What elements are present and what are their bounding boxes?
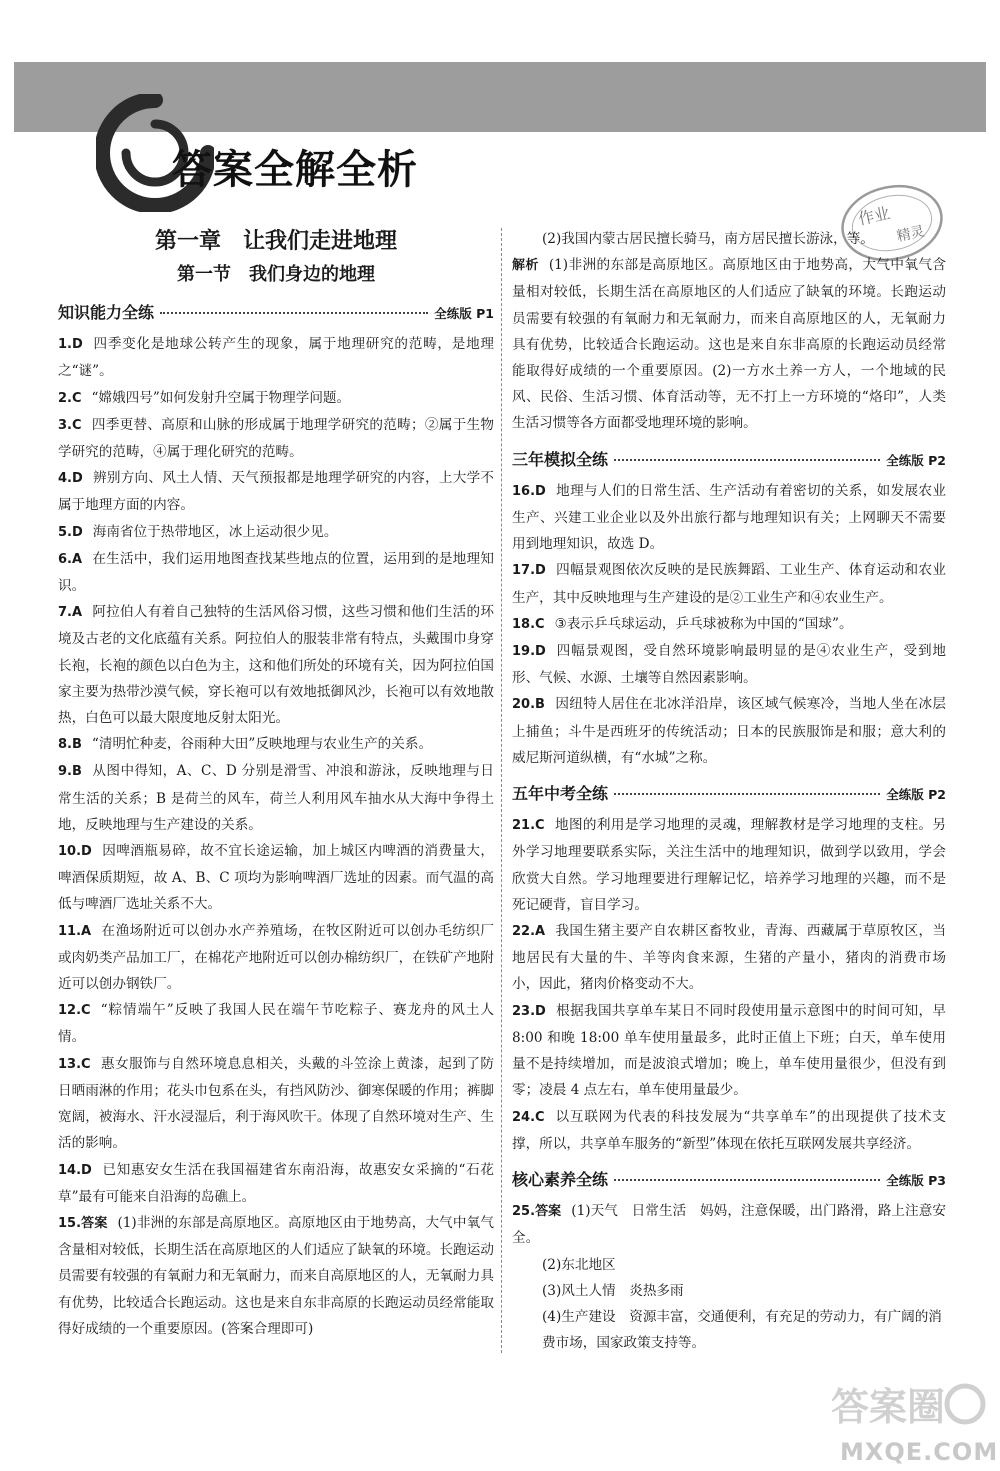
answer-list-left bbox=[58, 331, 494, 1342]
answer-number: 24.C bbox=[512, 1109, 545, 1125]
answer-item bbox=[512, 1198, 946, 1251]
answer-item bbox=[58, 997, 494, 1050]
answer-text: 根据我国共享单车某日不同时段使用量示意图中的时间可知，早 8:00 和晚 18:00 单车使用量最多，此时正值上下班；白天，单车使用量不是持续增加，而是波浪式增加；晚上，单车使用量很少，但没有到零；凌晨 4 点左右，单车使用量最少。 bbox=[512, 1002, 946, 1099]
answer-text: 因纽特人居住在北冰洋沿岸，该区域气候寒冷，当地人坐在冰层上捕鱼；斗牛是西班牙的传统活动；日本的民族服饰是和服；意大利的威尼斯河道纵横，有“水城”之称。 bbox=[512, 696, 946, 766]
section-header-title: 三年模拟全练 bbox=[512, 449, 609, 469]
answer-item bbox=[58, 599, 494, 731]
answer-item bbox=[512, 998, 946, 1104]
answer-text: 因啤酒瓶易碎，故不宜长途运输，加上城区内啤酒的消费量大，啤酒保质期短，故 A、B、C 项均为影响啤酒厂选址的因素。而气温的高低与啤酒厂选址关系不大。 bbox=[58, 843, 494, 913]
section-title: 第一节 我们身边的地理 bbox=[177, 264, 375, 285]
dotted-leader bbox=[614, 793, 880, 795]
answer-number: 2.C bbox=[58, 390, 82, 406]
chapter-title: 第一章 让我们走进地理 bbox=[154, 229, 397, 254]
dotted-leader bbox=[614, 459, 880, 461]
stamp-line-2: 精灵 bbox=[895, 223, 927, 246]
answer-text: 阿拉伯人有着自己独特的生活风俗习惯，这些习惯和他们生活的环境及古老的文化底蕴有关系。阿拉伯人的服装非常有特点，头戴围巾身穿长袍，长袍的颜色以白色为主，这和他们所处的环境有关，因为阿拉伯国家主要为热带沙漠气候，穿长袍可以有效地抵御风沙，长袍可以有效地散热，白色可以最大限度地反射太阳光。 bbox=[58, 604, 494, 727]
analysis-label: 解析 bbox=[512, 258, 539, 274]
answer-number: 18.C bbox=[512, 616, 545, 632]
answer-number: 16.D bbox=[512, 483, 546, 499]
answer-item bbox=[512, 918, 946, 998]
section-header-knowledge bbox=[58, 300, 494, 327]
answer-number: 13.C bbox=[58, 1056, 91, 1072]
answer-sections-right bbox=[512, 437, 946, 1357]
answer-number: 4.D bbox=[58, 471, 83, 487]
answer-text: ③表示乒乓球运动，乒乓球被称为中国的“国球”。 bbox=[554, 615, 853, 632]
right-column bbox=[512, 226, 946, 1356]
answer-number: 1.D bbox=[58, 337, 83, 353]
answer-number: 19.D bbox=[512, 644, 546, 660]
answer-number: 15.答案 bbox=[58, 1215, 108, 1231]
answer-item bbox=[58, 838, 494, 918]
answer-item bbox=[58, 465, 494, 518]
analysis-paragraph bbox=[512, 252, 946, 436]
answer-item bbox=[58, 412, 494, 465]
answer-number: 25.答案 bbox=[512, 1204, 562, 1220]
answer-text: “清明忙种麦，谷雨种大田”反映地理与农业生产的关系。 bbox=[91, 736, 433, 753]
answer-text: “粽情端午”反映了我国人民在端午节吃粽子、赛龙舟的风土人情。 bbox=[58, 1002, 494, 1046]
answer-number: 10.D bbox=[58, 844, 92, 860]
answer-item bbox=[58, 731, 494, 758]
dotted-leader bbox=[614, 1179, 880, 1181]
answer-item bbox=[58, 546, 494, 599]
sub-answer: (2)东北地区 bbox=[542, 1256, 616, 1273]
answer-text: 四季更替、高原和山脉的形成属于地理学研究的范畴；②属于生物学研究的范畴，④属于理化研究的范畴。 bbox=[58, 416, 494, 461]
answer-text: 四幅景观图，受自然环境影响最明显的是④农业生产，受到地形、气候、水源、土壤等自然因素影响。 bbox=[512, 643, 946, 687]
answer-number: 23.D bbox=[512, 1003, 546, 1019]
answer-item bbox=[512, 812, 946, 918]
answer-item bbox=[58, 331, 494, 384]
answer-text: 辨别方向、风土人情、天气预报都是地理学研究的内容，上大学不属于地理方面的内容。 bbox=[58, 470, 494, 514]
left-column bbox=[58, 228, 494, 1342]
answer-item bbox=[58, 918, 494, 998]
answer-text: 在渔场附近可以创办水产养殖场，在牧区附近可以创办毛纺织厂或肉奶类产品加工厂，在棉花产地附近可以创办棉纺织厂，在铁矿产地附近可以创办钢铁厂。 bbox=[58, 922, 494, 993]
answer-number: 9.B bbox=[58, 764, 82, 780]
section-header-title: 五年中考全练 bbox=[512, 784, 609, 804]
answer-item bbox=[58, 1051, 494, 1157]
section-header-page: 全练版 P3 bbox=[886, 1172, 946, 1188]
answer-text: 我国生猪主要产自农耕区畜牧业，青海、西藏属于草原牧区，当地居民有大量的牛、羊等肉食来源，生猪的产量小，猪肉的消费市场小，因此，猪肉价格变动不大。 bbox=[512, 923, 946, 993]
analysis-text: (1)非洲的东部是高原地区。高原地区由于地势高，大气中氧气含量相对较低，长期生活在高原地区的人们适应了缺氧的环境。长跑运动员需要有较强的有氧耐力和无氧耐力，而来自高原地区的人，无氧耐力具有优势，比较适合长跑运动。这也是来自东非高原的长跑运动员经常能取得好成绩的一个重要原因。(2)一方水土养一方人，一个地域的民风、民俗、生活习惯、体育活动等，无不打上一方环境的“烙印”，人类生活习惯等各方面都受地理环境的影响。 bbox=[512, 257, 946, 432]
section-header bbox=[512, 447, 946, 474]
logo-text: 答案圈 bbox=[831, 1385, 946, 1429]
answer-number: 20.B bbox=[512, 697, 545, 713]
site-watermark: MXQE.COM bbox=[840, 1438, 999, 1466]
answer-item bbox=[512, 638, 946, 691]
answer-number: 7.A bbox=[58, 605, 83, 621]
answer-number: 6.A bbox=[58, 551, 83, 567]
section-header-title: 知识能力全练 bbox=[58, 303, 155, 322]
dotted-leader bbox=[160, 312, 428, 314]
answer-text: 四季变化是地球公转产生的现象，属于地理研究的范畴，是地理之“谜”。 bbox=[58, 336, 494, 380]
answer-text: 在生活中，我们运用地图查找某些地点的位置，运用到的是地理知识。 bbox=[58, 550, 494, 595]
page-title: 答案全解全析 bbox=[172, 147, 418, 193]
answer-item bbox=[58, 385, 494, 412]
section-header-title: 核心素养全练 bbox=[512, 1169, 609, 1189]
answer-text: “嫦娥四号”如何发射升空属于物理学问题。 bbox=[91, 389, 351, 406]
answer-number: 21.C bbox=[512, 818, 545, 834]
answer-item bbox=[512, 611, 946, 638]
answer-text: 从图中得知，A、C、D 分别是滑雪、冲浪和游泳，反映地理与日常生活的关系；B 是荷兰的风车，荷兰人利用风车抽水从大海中争得土地，反映地理与生产建设的关系。 bbox=[58, 763, 494, 833]
answer-text: 惠女服饰与自然环境息息相关，头戴的斗笠涂上黄漆，起到了防日晒雨淋的作用；花头巾包系在头，有挡风防沙、御寒保暖的作用；裤脚宽阔，被海水、汗水浸湿后，利于海风吹干。体现了自然环境对生产、生活的影响。 bbox=[58, 1055, 494, 1152]
answer-item bbox=[58, 519, 494, 546]
answer-number: 5.D bbox=[58, 524, 83, 540]
answer-number: 14.D bbox=[58, 1162, 92, 1178]
column-divider bbox=[501, 228, 502, 1353]
sub-answer: (4)生产建设 资源丰富，交通便利，有充足的劳动力，有广阔的消费市场，国家政策支持等。 bbox=[542, 1308, 942, 1352]
stamp-line-1: 作业 bbox=[856, 203, 892, 229]
answer-number: 8.B bbox=[58, 737, 82, 753]
answer-text: (1)天气 日常生活 妈妈，注意保暖，出门路滑，路上注意安全。 bbox=[512, 1203, 946, 1247]
section-header bbox=[512, 1167, 946, 1194]
answer-number: 12.C bbox=[58, 1003, 91, 1019]
answer-item bbox=[58, 758, 494, 838]
answer-number: 3.C bbox=[58, 417, 82, 433]
answer-number: 11.A bbox=[58, 923, 92, 939]
section-header bbox=[512, 781, 946, 808]
answer-item bbox=[58, 1157, 494, 1210]
answer-text: 以互联网为代表的科技发展为“共享单车”的出现提供了技术支撑，所以，共享单车服务的“新型”体现在依托互联网发展共享经济。 bbox=[512, 1108, 946, 1152]
answer-item bbox=[512, 478, 946, 558]
section-header-page: 全练版 P2 bbox=[886, 787, 946, 803]
answer-item bbox=[512, 691, 946, 771]
answer-continuation: (2)我国内蒙古居民擅长骑马，南方居民擅长游泳，等。 bbox=[542, 231, 874, 247]
section-header-page: 全练版 P2 bbox=[886, 452, 946, 468]
answer-text: 已知惠安女生活在我国福建省东南沿海，故惠安女采摘的“石花草”最有可能来自沿海的岛礁上。 bbox=[58, 1161, 494, 1205]
answer-text: 地图的利用是学习地理的灵魂，理解教材是学习地理的支柱。另外学习地理要联系实际，关注生活中的地理知识，做到学以致用，学会欣赏大自然。学习地理要进行理解记忆，培养学习地理的兴趣，而不是死记硬背，盲目学习。 bbox=[512, 817, 946, 913]
answer-text: 海南省位于热带地区，冰上运动很少见。 bbox=[92, 523, 338, 540]
answer-text: (1)非洲的东部是高原地区。高原地区由于地势高，大气中氧气含量相对较低，长期生活在高原地区的人们适应了缺氧的环境。长跑运动员需要有较强的有氧耐力和无氧耐力，而来自高原地区的人，无氧耐力具有优势，比较适合长跑运动。这也是来自东非高原的长跑运动员经常能取得好成绩的一个重要原因。(答案合理即可) bbox=[58, 1214, 494, 1337]
section-header-page: 全练版 P1 bbox=[434, 306, 494, 321]
answer-number: 17.D bbox=[512, 563, 546, 579]
answer-item bbox=[58, 1210, 494, 1342]
answer-number: 22.A bbox=[512, 924, 546, 940]
sub-answer: (3)风土人情 炎热多雨 bbox=[542, 1282, 684, 1299]
answer-text: 四幅景观图依次反映的是民族舞蹈、工业生产、体育运动和农业生产，其中反映地理与生产建设的是②工业生产和④农业生产。 bbox=[512, 562, 946, 606]
answer-text: 地理与人们的日常生活、生产活动有着密切的关系，如发展农业生产、兴建工业企业以及外出旅行都与地理知识有关；上网聊天不需要用到地理知识，故选 D。 bbox=[512, 482, 946, 553]
answer-item bbox=[512, 1104, 946, 1157]
answer-item bbox=[512, 557, 946, 610]
